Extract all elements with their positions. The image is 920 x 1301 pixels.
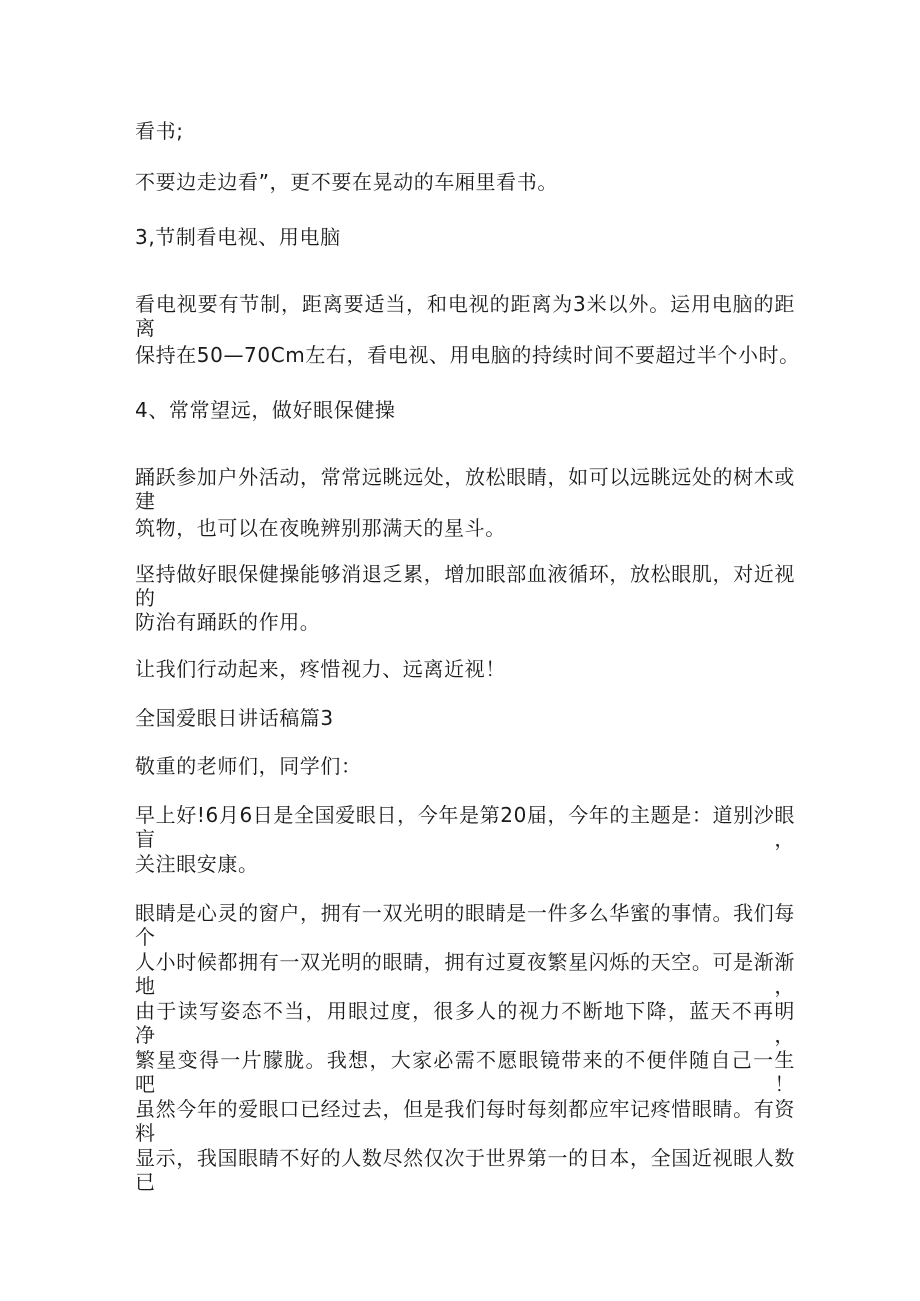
text-line: 虽然今年的爱眼口已经过去，但是我们每时每刻都应牢记疼惜眼睛。有资料 [135,1097,795,1145]
text-line: 显示，我国眼睛不好的人数尽然仅次于世界第一的日本，全国近视眼人数已 [135,1146,795,1194]
text-line: 早上好!6月6日是全国爱眼日，今年是第20届，今年的主题是：道别沙眼盲， [135,803,795,851]
text-line: 人小时候都拥有一双光明的眼睛，拥有过夏夜繁星闪烁的天空。可是渐渐地， [135,950,795,998]
section-heading: 4、常常望远，做好眼保健操 [135,398,396,422]
text-line: 看电视要有节制，距离要适当，和电视的距离为3米以外。运用电脑的距离 [135,292,795,340]
text-line: 繁星变得一片朦胧。我想，大家必需不愿眼镜带来的不便伴随自己一生吧！ [135,1048,795,1096]
text-line: 让我们行动起来，疼惜视力、远离近视！ [135,657,506,681]
text-line: 保持在50—70Cm左右，看电视、用电脑的持续时间不要超过半个小时。 [135,343,800,367]
section-heading: 3,节制看电视、用电脑 [135,225,341,249]
salutation: 敬重的老师们，同学们： [135,754,362,778]
text-line: 不要边走边看”，更不要在晃动的车厢里看书。 [135,170,558,194]
text-line: 筑物，也可以在夜晚辨别那满天的星斗。 [135,516,506,540]
document-subtitle: 全国爱眼日讲话稿篇3 [135,706,334,730]
text-line: 关注眼安康。 [135,852,259,876]
text-line: 由于读写姿态不当，用眼过度，很多人的视力不断地下降，蓝天不再明净， [135,999,795,1047]
text-line: 踊跃参加户外活动，常常远眺远处，放松眼睛，如可以远眺远处的树木或建 [135,465,795,513]
text-line: 眼睛是心灵的窗户，拥有一双光明的眼睛是一件多么华蜜的事情。我们每个 [135,901,795,949]
text-line: 看书; [135,119,184,143]
text-line: 坚持做好眼保健操能够消退乏累，增加眼部血液循环，放松眼肌，对近视的 [135,562,795,610]
text-line: 防治有踊跃的作用。 [135,610,321,634]
